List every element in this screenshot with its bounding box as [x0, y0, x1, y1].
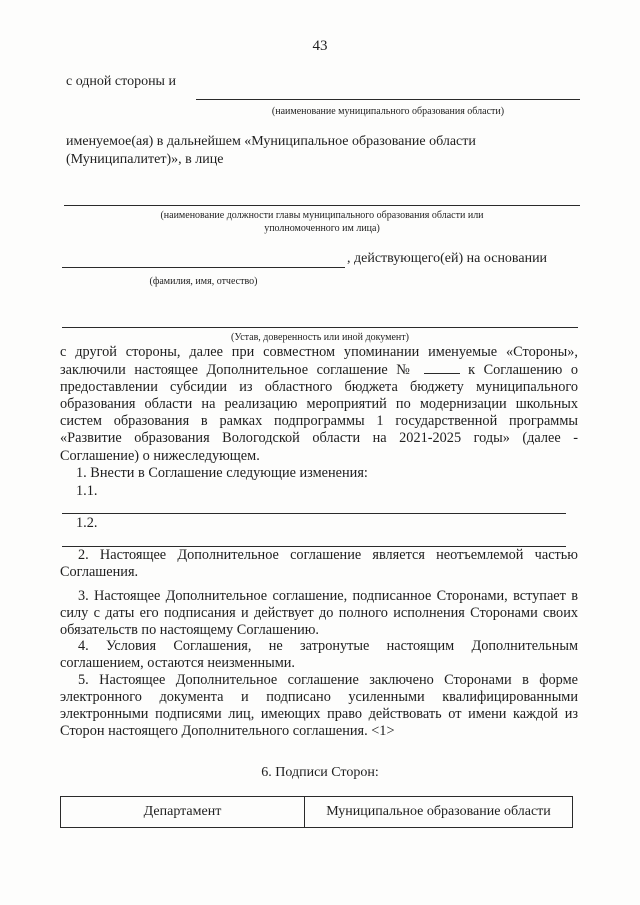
full-name-caption: (фамилия, имя, отчество)	[149, 276, 258, 287]
main-paragraph	[60, 344, 578, 465]
acting-basis-text: , действующего(ей) на основании	[347, 251, 548, 266]
municipality-cell: Муниципальное образование области	[326, 804, 551, 819]
agreement-number-blank	[424, 361, 460, 374]
item-1-2: 1.2.	[76, 515, 98, 531]
main-paragraph-part-a: с другой стороны, далее при совместном упоминании именуемые «Стороны», заключили настоящее Дополнительное соглашение №	[60, 344, 578, 379]
named-as-text: именуемое(ая) в дальнейшем «Муниципальное образование области (Муниципалитет)», в лице	[66, 134, 476, 167]
item-1: 1. Внести в Соглашение следующие изменения:	[76, 465, 368, 481]
department-cell: Департамент	[61, 797, 305, 827]
page-number: 43	[312, 38, 328, 54]
municipality-name-line	[196, 99, 580, 100]
first-party-lead: с одной стороны и	[66, 74, 176, 89]
municipality-name-caption: (наименование муниципального образования области)	[271, 106, 505, 117]
item-4: 4. Условия Соглашения, не затронутые настоящим Дополнительным соглашением, остаются неизменными.	[60, 638, 578, 672]
basis-document-caption: (Устав, доверенность или иной документ)	[231, 332, 409, 343]
official-position-line	[64, 205, 580, 206]
item-1-1-line	[62, 513, 566, 514]
item-3: 3. Настоящее Дополнительное соглашение, подписанное Сторонами, вступает в силу с даты его подписания и действует до полного исполнения Сторонами своих обязательств по настоящему Соглашению.	[60, 588, 578, 639]
item-2: 2. Настоящее Дополнительное соглашение является неотъемлемой частью Соглашения.	[60, 547, 578, 581]
official-position-caption-2: уполномоченного им лица)	[264, 223, 380, 234]
full-name-line	[62, 267, 345, 268]
signatures-heading: 6. Подписи Сторон:	[261, 765, 379, 780]
item-5: 5. Настоящее Дополнительное соглашение заключено Сторонами в форме электронного документа и подписано усиленными квалифицированными электронными подписями лиц, имеющих право действовать от имени каждой из Сторон настоящего Дополнительного соглашения. <1>	[60, 672, 578, 740]
item-1-1: 1.1.	[76, 483, 98, 499]
main-paragraph-part-b: к Соглашению о предоставлении субсидии из областного бюджета бюджету муниципального образования области на реализацию мероприятий по модернизации школьных систем образования в рамках подпрограммы 1 государственной программы «Развитие образования Вологодской области на 2021-2025 годы» (далее - Соглашение) о нижеследующем.	[60, 362, 578, 464]
signatures-table	[60, 796, 573, 828]
basis-document-line	[62, 327, 578, 328]
official-position-caption-1: (наименование должности главы муниципального образования области или	[160, 210, 484, 221]
